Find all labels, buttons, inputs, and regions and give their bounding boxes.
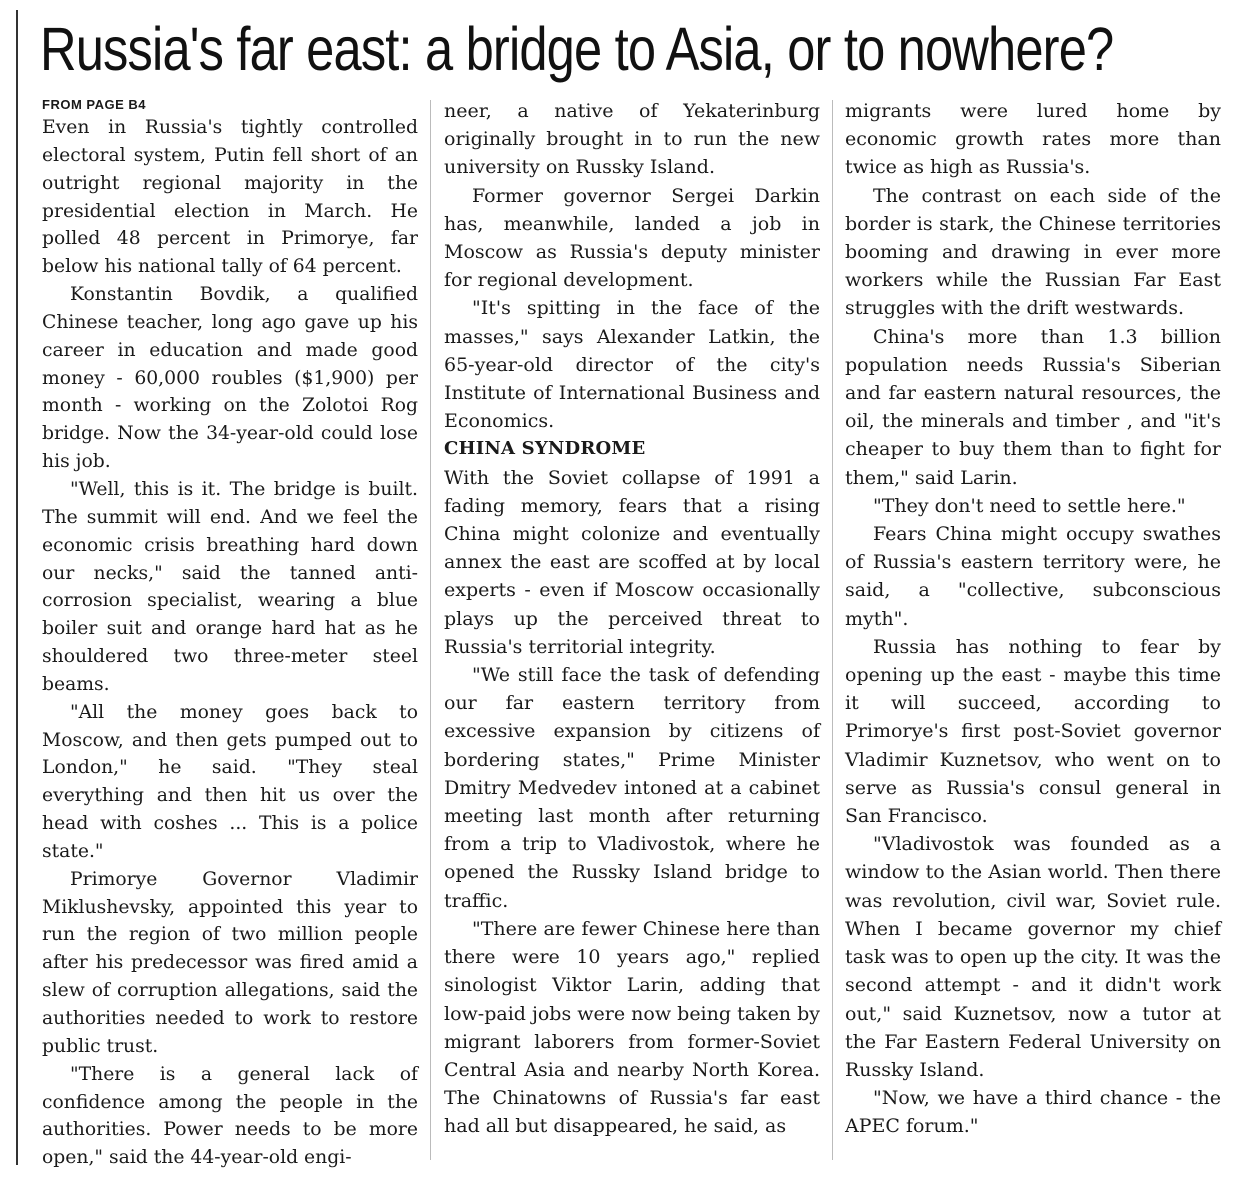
article-column-1 (42, 96, 418, 1172)
paragraph: Fears China might occupy swathes of Russia's eastern territory were, he said, a "collective, subconscious myth". (845, 523, 1221, 630)
paragraph: "Now, we have a third chance - the APEC forum." (845, 1087, 1221, 1138)
article-column-2 (444, 97, 820, 1141)
column-divider-1 (430, 100, 431, 1160)
paragraph: "Vladivostok was founded as a window to the Asian world. Then there was revolution, civil war, Soviet rule. When I became governor my chief task was to open up the city. It was the second attempt - and it didn't work out," said Kuznetsov, now a tutor at the Far Eastern Federal University on Russky Island. (845, 833, 1221, 1081)
article-column-3 (845, 97, 1221, 1141)
paragraph: "There is a general lack of confidence among the people in the authorities. Power needs to be more open," said the 44-year-old engi- (42, 1063, 418, 1169)
page-left-rule (16, 10, 18, 1165)
paragraph: Primorye Governor Vladimir Miklushevsky, appointed this year to run the region of two million people after his predecessor was fired amid a slew of corruption allegations, said the authorities needed to work to restore public trust. (42, 868, 418, 1057)
paragraph: "We still face the task of defending our far eastern territory from excessive expansion by citizens of bordering states," Prime Minister Dmitry Medvedev intoned at a cabinet meeting last month after returning from a trip to Vladivostok, where he opened the Russky Island bridge to traffic. (444, 664, 820, 912)
paragraph: "They don't need to settle here." (873, 494, 1186, 517)
column-divider-2 (832, 100, 833, 1160)
jump-label: FROM PAGE B4 (42, 97, 146, 112)
article-headline: Russia's far east: a bridge to Asia, or to nowhere? (40, 15, 1114, 83)
paragraph: "It's spitting in the face of the masses," says Alexander Latkin, the 65-year-old director of the city's Institute of International Business and Economics. (444, 297, 820, 433)
paragraph: With the Soviet collapse of 1991 a fading memory, fears that a rising China might colonize and eventually annex the east are scoffed at by local experts - even if Moscow occasionally plays up the perceived threat to Russia's territorial integrity. (444, 466, 820, 658)
paragraph: neer, a native of Yekaterinburg originally brought in to run the new university on Russky Island. (444, 100, 820, 179)
paragraph: migrants were lured home by economic growth rates more than twice as high as Russia's. (845, 100, 1221, 179)
paragraph: Russia has nothing to fear by opening up the east - maybe this time it will succeed, according to Primorye's first post-Soviet governor Vladimir Kuznetsov, who went on to serve as Russia's consul general in San Francisco. (845, 635, 1221, 828)
paragraph: China's more than 1.3 billion population needs Russia's Siberian and far eastern natural resources, the oil, the minerals and timber , and "it's cheaper to buy them than to fight for them," said Larin. (845, 325, 1221, 489)
paragraph: Konstantin Bovdik, a qualified Chinese teacher, long ago gave up his career in education and made good money - 60,000 roubles ($1,900) per month - working on the Zolotoi Rog bridge. Now the 34-year-old could lose his job. (42, 284, 418, 473)
paragraph: "Well, this is it. The bridge is built. The summit will end. And we feel the economic crisis breathing hard down our necks," said the tanned anti-corrosion specialist, wearing a blue boiler suit and orange hard hat as he shouldered two three-meter steel beams. (42, 478, 418, 695)
paragraph: "There are fewer Chinese here than there were 10 years ago," replied sinologist Viktor Larin, adding that low-paid jobs were now being taken by migrant laborers from former-Soviet Central Asia and nearby North Korea. The Chinatowns of Russia's far east had all but disappeared, he said, as (444, 917, 820, 1138)
paragraph: Even in Russia's tightly controlled electoral system, Putin fell short of an outright regional majority in the presidential election in March. He polled 48 percent in Primorye, far below his national tally of 64 percent. (42, 117, 418, 278)
section-subhead: CHINA SYNDROME (444, 438, 646, 460)
paragraph: Former governor Sergei Darkin has, meanwhile, landed a job in Moscow as Russia's deputy minister for regional development. (444, 184, 820, 292)
paragraph: "All the money goes back to Moscow, and then gets pumped out to London," he said. "They steal everything and then hit us over the head with coshes ... This is a police state." (42, 701, 418, 862)
paragraph: The contrast on each side of the border is stark, the Chinese territories booming and drawing in ever more workers while the Russian Far East struggles with the drift westwards. (845, 184, 1221, 320)
